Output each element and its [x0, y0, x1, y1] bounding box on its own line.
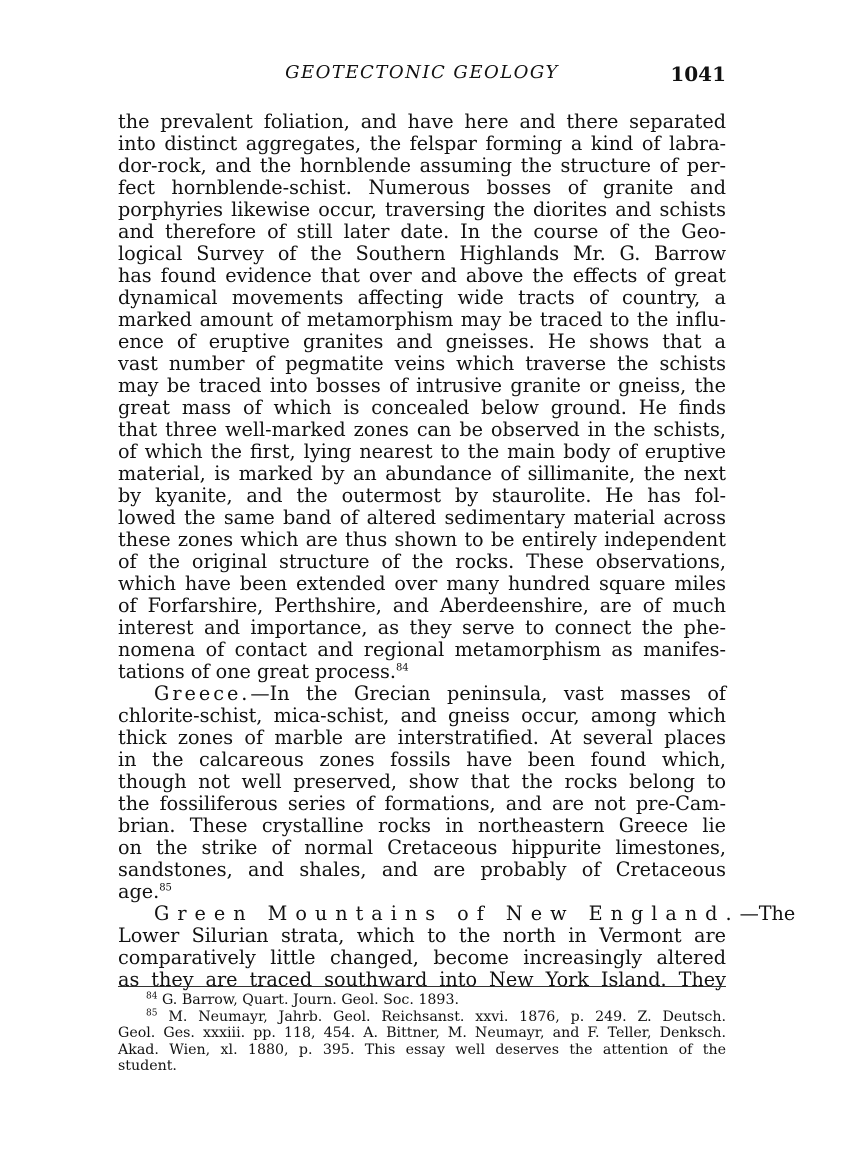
paragraph-end-line — [118, 881, 726, 903]
text-line: material, is marked by an abundance of sillimanite, the next — [118, 462, 726, 485]
section-heading-greece: Greece. — [154, 682, 251, 705]
text-line: the prevalent foliation, and have here and there separated — [118, 110, 726, 133]
text-line: has found evidence that over and above the effects of great — [118, 264, 726, 287]
text-line: these zones which are thus shown to be entirely independent — [118, 528, 726, 551]
text-line: dynamical movements affecting wide tracts of country, a — [118, 286, 726, 309]
page-number: 1041 — [670, 62, 726, 86]
text-line: and therefore of still later date. In the course of the Geo- — [118, 220, 726, 243]
text-line: age. — [118, 880, 160, 903]
text-line: great mass of which is concealed below ground. He finds — [118, 396, 726, 419]
text-line: —In the Grecian peninsula, vast masses of — [250, 682, 726, 705]
footnote-85 — [118, 1009, 726, 1026]
greece-first-line — [118, 683, 726, 705]
text-line: porphyries likewise occur, traversing the diorites and schists — [118, 198, 726, 221]
text-line: of the original structure of the rocks. These observations, — [118, 550, 726, 573]
text-line: —The — [739, 902, 796, 925]
footnote-ref-85[interactable]: 85 — [159, 882, 172, 894]
text-line: by kyanite, and the outermost by staurolite. He has fol- — [118, 484, 726, 507]
running-title: GEOTECTONIC GEOLOGY — [285, 62, 559, 83]
text-line: thick zones of marble are interstratified. At several places — [118, 726, 726, 749]
text-line: interest and importance, as they serve to connect the phe- — [118, 616, 726, 639]
text-line: nomena of contact and regional metamorphism as manifes- — [118, 638, 726, 661]
text-line: dor-rock, and the hornblende assuming the structure of per- — [118, 154, 726, 177]
footnote-mark: 85 — [146, 1007, 158, 1018]
footnote-text: M. Neumayr, Jahrb. Geol. Reichsanst. xxvi. 1876, p. 249. Z. Deutsch. — [168, 1008, 726, 1025]
footnote-rule — [118, 986, 726, 987]
footnote-ref-84[interactable]: 84 — [395, 662, 409, 674]
text-line: of Forfarshire, Perthshire, and Aberdeenshire, are of much — [118, 594, 726, 617]
text-line: into distinct aggregates, the felspar forming a kind of labra- — [118, 132, 726, 155]
body-text — [118, 110, 796, 991]
text-line: brian. These crystalline rocks in northeastern Greece lie — [118, 814, 726, 837]
text-line: ence of eruptive granites and gneisses. He shows that a — [118, 330, 726, 353]
text-line: vast number of pegmatite veins which traverse the schists — [118, 352, 726, 375]
footnote-text: G. Barrow, Quart. Journ. Geol. Soc. 1893. — [161, 992, 459, 1008]
text-line: may be traced into bosses of intrusive granite or gneiss, the — [118, 374, 726, 397]
text-line: which have been extended over many hundred square miles — [118, 572, 726, 595]
section-heading-green-mountains: Green Mountains of New England. — [154, 902, 740, 925]
text-line: though not well preserved, show that the rocks belong to — [118, 770, 726, 793]
paragraph-end-line — [118, 661, 726, 683]
footnotes — [118, 992, 726, 1075]
text-line: in the calcareous zones fossils have been found which, — [118, 748, 726, 771]
text-line: fect hornblende-schist. Numerous bosses of granite and — [118, 176, 726, 199]
running-head — [118, 62, 726, 88]
text-line: of which the first, lying nearest to the main body of eruptive — [118, 440, 726, 463]
footnote-text: student. — [118, 1058, 177, 1074]
text-line: tations of one great process. — [118, 660, 396, 683]
text-line: marked amount of metamorphism may be traced to the influ- — [118, 308, 726, 331]
text-line: lowed the same band of altered sedimentary material across — [118, 506, 726, 529]
text-line: chlorite-schist, mica-schist, and gneiss occur, among which — [118, 704, 726, 727]
footnote-84 — [118, 992, 726, 1009]
text-line: logical Survey of the Southern Highlands Mr. G. Barrow — [118, 242, 726, 265]
footnote-text: Geol. Ges. xxxiii. pp. 118, 454. A. Bittner, M. Neumayr, and F. Teller, Denksch. — [118, 1025, 726, 1041]
green-mountains-first-line — [118, 902, 796, 925]
text-line: Lower Silurian strata, which to the north in Vermont are — [118, 924, 726, 947]
footnote-mark: 84 — [146, 991, 158, 1002]
text-line: on the strike of normal Cretaceous hippurite limestones, — [118, 836, 726, 859]
text-line: sandstones, and shales, and are probably of Cretaceous — [118, 858, 726, 881]
text-line: comparatively little changed, become increasingly altered — [118, 946, 726, 969]
text-line: as they are traced southward into New York Island. They — [118, 968, 726, 991]
text-line: that three well-marked zones can be observed in the schists, — [118, 418, 726, 441]
footnote-text: Akad. Wien, xl. 1880, p. 395. This essay well deserves the attention of the — [118, 1041, 726, 1058]
text-line: the fossiliferous series of formations, and are not pre-Cam- — [118, 792, 726, 815]
